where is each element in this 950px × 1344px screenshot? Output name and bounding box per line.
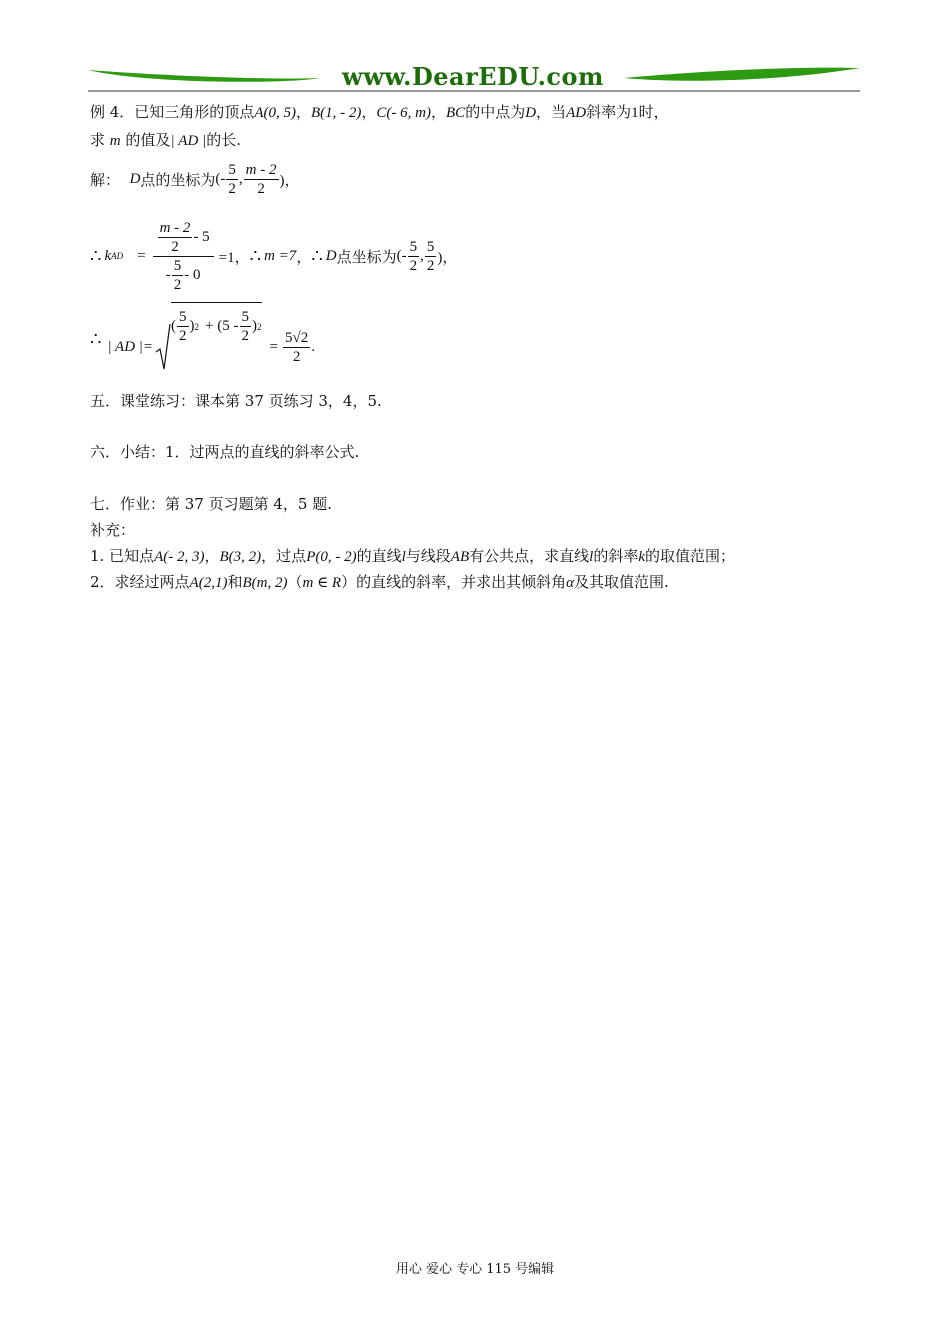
slope-big-fraction: $\frac{m - 2}{2}$ - 5 - $\frac{5}{2}$ - 0 — [153, 219, 214, 294]
example-label: 例 4．已知三角形的顶点 — [90, 103, 255, 121]
slope-subscript: AD — [111, 251, 124, 261]
fraction-5-2: $\frac{5}{2}$ — [228, 161, 236, 197]
point-b: B(3, 2) — [219, 549, 262, 565]
when-text: ，当 — [536, 103, 567, 121]
period: . — [311, 338, 315, 355]
point-d: D — [129, 170, 141, 187]
coord-text: 点的坐标为 — [140, 170, 216, 189]
therefore-symbol: ∴ — [311, 245, 323, 267]
m-equals-7: m =7 — [264, 247, 297, 264]
line-l: l — [401, 549, 406, 565]
separator: ， — [296, 247, 312, 266]
point-b: B(1, - 2) — [311, 105, 362, 121]
segment-ab: AB — [450, 549, 470, 565]
radicand: ( $\frac{5}{2}$ ) 2 + (5 - $\frac{5}{2}$ ) 2 — [171, 302, 261, 349]
condition: m ∈ R — [302, 575, 342, 591]
point-a: A(- 2, 3) — [154, 549, 205, 565]
line-ad: AD — [566, 105, 587, 121]
comma: , — [420, 247, 424, 264]
slope-text: 斜率为 — [586, 103, 632, 121]
point-d: D — [525, 105, 537, 121]
length-text: 的长. — [206, 131, 241, 149]
paren-open: (- — [215, 170, 226, 187]
equals: = — [137, 247, 146, 264]
therefore-symbol: ∴ — [90, 328, 102, 350]
fraction-5-2: $\frac{5}{2}$ — [409, 238, 418, 274]
paren-open: (- — [396, 247, 407, 264]
separator: ， — [295, 103, 311, 121]
supplement-item-1: 1. 已知点A(- 2, 3)，B(3, 2)，过点P(0, - 2)的直线l与线段AB有公共点，求直线l的斜率k的取值范围； — [90, 547, 736, 565]
point-d: D — [325, 247, 337, 264]
d-coord-text: 点坐标为 — [336, 247, 397, 266]
value-text: 的值及 — [125, 131, 171, 149]
section-seven: 七．作业：第 37 页习题第 4，5 题. — [90, 495, 333, 513]
supplement-item-2: 2．求经过两点A(2,1)和B(m, 2)（m ∈ R）的直线的斜率，并求出其倾斜角α及其取值范围. — [90, 573, 669, 591]
separator: ， — [361, 103, 377, 121]
slope-value: 1 — [631, 105, 639, 121]
line-l: l — [589, 549, 594, 565]
separator: ， — [431, 103, 447, 121]
site-logo-text: www.DearEDU.com — [342, 62, 604, 91]
solution-ad-length — [90, 309, 315, 374]
point-a: A(0, 5) — [254, 105, 296, 121]
sqrt-expression — [155, 309, 262, 372]
therefore-symbol: ∴ — [249, 245, 262, 267]
supplement-label: 补充： — [90, 521, 136, 539]
equals-one: =1， — [218, 249, 250, 266]
equals: = — [269, 338, 278, 355]
abs-ad-lhs: | AD |= — [107, 338, 154, 355]
fraction-5-2: $\frac{5}{2}$ — [426, 238, 435, 274]
ask-text: 求 — [90, 131, 106, 149]
midpoint-text: 的中点为 — [465, 103, 526, 121]
point-p: P(0, - 2) — [306, 549, 357, 565]
section-six: 六．小结：1．过两点的直线的斜率公式. — [90, 443, 360, 461]
radical-sign — [155, 322, 171, 372]
inner-fraction-num: $\frac{m - 2}{2}$ — [159, 219, 191, 255]
angle-alpha: α — [566, 575, 574, 591]
page-footer: 用心 爱心 专心 115 号编辑 — [395, 1262, 555, 1277]
segment-bc: BC — [446, 105, 466, 121]
slope-k: k — [638, 549, 645, 565]
time-text: 时， — [638, 103, 669, 121]
solution-label: 解： — [90, 170, 121, 189]
therefore-symbol: ∴ — [90, 245, 102, 267]
result-fraction: $\frac{5√2}{2}$ — [284, 329, 309, 365]
fraction-m-minus-2-over-2: $\frac{m - 2}{2}$ — [245, 161, 277, 197]
solution-d-coords — [90, 156, 300, 202]
paren-close: )， — [279, 172, 300, 189]
paren-close: )， — [437, 249, 458, 266]
point-a: A(2,1) — [189, 575, 228, 591]
solution-slope-line — [90, 208, 457, 304]
header-banner — [88, 62, 862, 94]
example4-line2 — [90, 129, 241, 152]
slope-k: k — [104, 247, 112, 264]
var-m: m — [109, 133, 121, 149]
section-five: 五．课堂练习：课本第 37 页练习 3，4，5. — [90, 392, 382, 410]
abs-ad: | AD | — [170, 133, 207, 149]
point-b: B(m, 2) — [242, 575, 288, 591]
inner-fraction-den: $\frac{5}{2}$ — [173, 257, 182, 293]
comma: , — [238, 170, 243, 187]
point-c: C(- 6, m) — [376, 105, 431, 121]
example4-line1 — [90, 101, 669, 124]
